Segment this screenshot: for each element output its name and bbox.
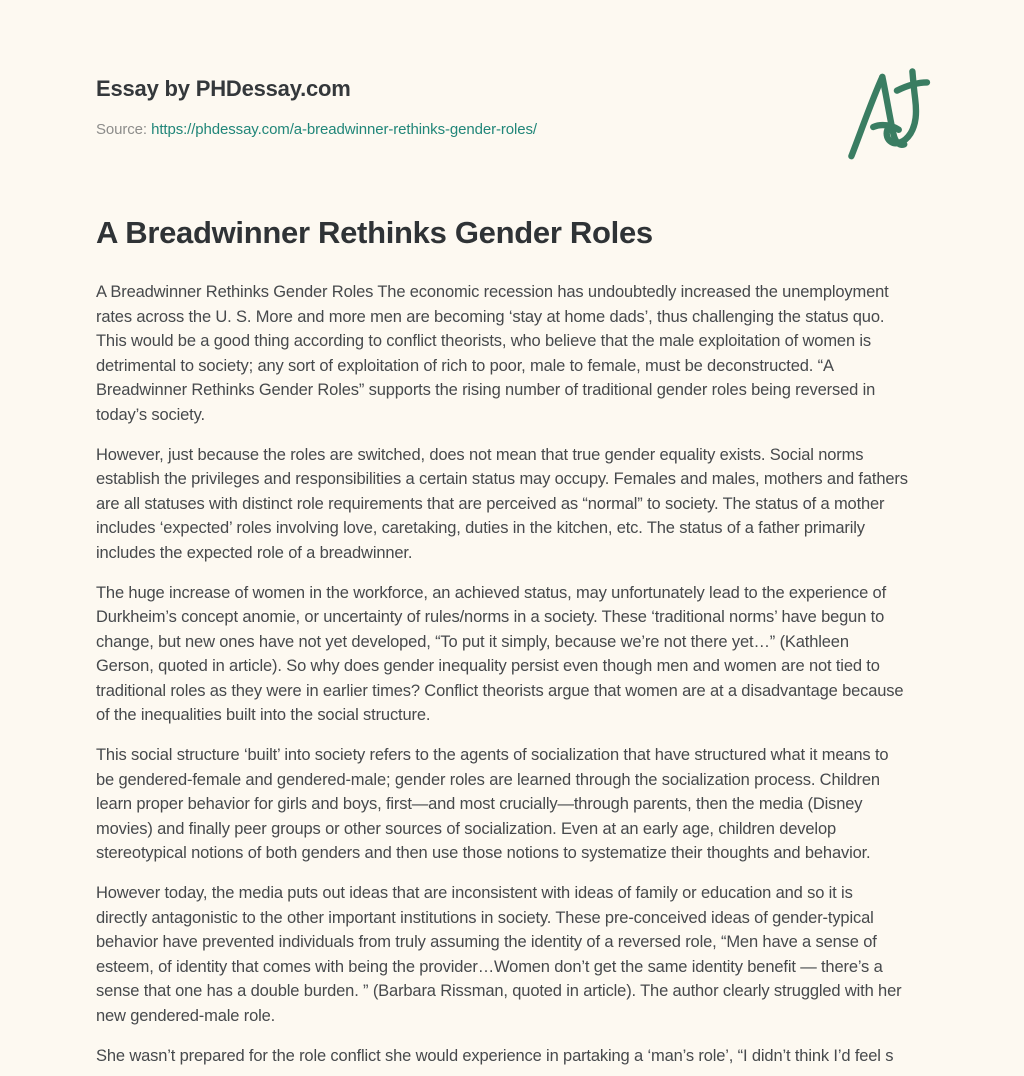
source-url-link[interactable]: https://phdessay.com/a-breadwinner-rethinks-gender-roles/ bbox=[151, 121, 537, 138]
essay-paragraph: The huge increase of women in the workforce, an achieved status, may unfortunately lead to the experience of Durkheim’s concept anomie, or uncertainty of rules/norms in a society. These ‘traditional norms’ have begun to change, but new ones have not yet developed, “To put it simply, because we’re not there yet…” (Kathleen Gerson, quoted in article). So why does gender inequality persist even though men and women are not tied to traditional roles as they were in earlier times? Conflict theorists argue that women are at a disadvantage because of the inequalities built into the social structure. bbox=[96, 583, 904, 724]
essay-body bbox=[96, 280, 908, 1068]
source-line bbox=[96, 119, 537, 141]
page-header bbox=[96, 66, 932, 168]
byline-heading: Essay by PHDessay.com bbox=[96, 76, 351, 101]
essay-title: A Breadwinner Rethinks Gender Roles bbox=[96, 215, 653, 250]
phdessay-a-plus-logo-icon bbox=[840, 66, 932, 168]
essay-paragraph: However today, the media puts out ideas that are inconsistent with ideas of family or education and so it is directly antagonistic to the other important institutions in society. These pre-conceived ideas of gender-typical behavior have prevented individuals from truly assuming the identity of a reversed role, “Men have a sense of esteem, of identity that comes with being the provider…Women don’t get the same identity benefit — there’s a sense that one has a double burden. ” (Barbara Rissman, quoted in article). The author clearly struggled with her new gendered-male role. bbox=[96, 884, 902, 1025]
essay-paragraph-truncated: She wasn’t prepared for the role conflict she would experience in partaking a ‘man’s role’, “I didn’t think I’d feel s bbox=[96, 1046, 894, 1065]
essay-paragraph: However, just because the roles are switched, does not mean that true gender equality exists. Social norms establish the privileges and responsibilities a certain status may occupy. Females and males, mothers and fathers are all statuses with distinct role requirements that are perceived as “normal” to society. The status of a mother includes ‘expected’ roles involving love, caretaking, duties in the kitchen, etc. The status of a father primarily includes the expected role of a breadwinner. bbox=[96, 445, 908, 562]
essay-paragraph: This social structure ‘built’ into society refers to the agents of socialization that have structured what it means to be gendered-female and gendered-male; gender roles are learned through the socialization process. Children learn proper behavior for girls and boys, first—and most crucially—through parents, then the media (Disney movies) and finally peer groups or other sources of socialization. Even at an early age, children develop stereotypical notions of both genders and then use those notions to systematize their thoughts and behavior. bbox=[96, 746, 889, 862]
source-label: Source: bbox=[96, 121, 147, 138]
essay-paragraph: A Breadwinner Rethinks Gender Roles The economic recession has undoubtedly increased the unemployment rates across the U. S. More and more men are becoming ‘stay at home dads’, thus challenging the status quo. This would be a good thing according to conflict theorists, who believe that the male exploitation of women is detrimental to society; any sort of exploitation of rich to poor, male to female, must be deconstructed. “A Breadwinner Rethinks Gender Roles” supports the rising number of traditional gender roles being reversed in today’s society. bbox=[96, 283, 889, 424]
